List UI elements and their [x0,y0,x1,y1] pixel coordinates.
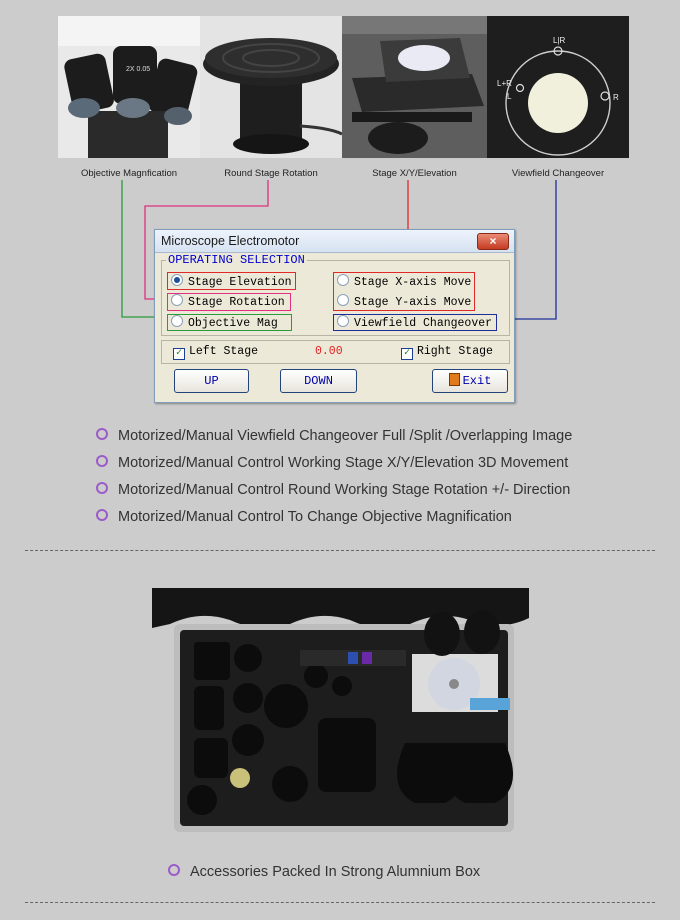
bullet-circle-icon [96,455,108,467]
option-label: Stage Y-axis Move [354,296,472,309]
option-label: Viewfield Changeover [354,317,493,330]
microscope-electromotor-dialog [154,229,515,403]
option-viewfield-changeover[interactable] [337,315,492,331]
viewfield-label-left: L [507,92,512,101]
bullet-circle-icon [96,428,108,440]
viewfield-label-left-top: L+R [497,79,512,88]
checkbox-icon: ✓ [173,348,185,360]
close-button[interactable]: × [477,233,509,250]
feature-text: Motorized/Manual Control Working Stage X/Y/Elevation 3D Movement [118,455,569,471]
case-caption: Accessories Packed In Strong Alumnium Box [190,864,481,880]
case-caption-item [168,864,480,880]
caption-objective-magnification: Objective Magnfication [80,168,178,179]
feature-item [96,482,570,498]
right-stage-checkbox[interactable] [401,345,493,360]
bullet-circle-icon [168,864,180,876]
dialog-title-bar[interactable] [155,230,514,253]
exit-door-icon [449,373,460,386]
feature-item [96,509,512,525]
option-label: Objective Mag [188,317,278,330]
option-objective-mag[interactable] [171,315,278,331]
radio-icon [337,315,349,327]
option-label: Stage X-axis Move [354,276,472,289]
feature-text: Motorized/Manual Control Round Working Stage Rotation +/- Direction [118,482,571,498]
caption-round-stage-rotation: Round Stage Rotation [224,168,318,179]
feature-item [96,428,572,444]
exit-label: Exit [462,374,492,388]
divider [25,902,655,903]
viewfield-label-top: L|R [553,36,566,45]
svg-text:2X 0.05: 2X 0.05 [126,66,151,73]
option-stage-elevation[interactable] [171,274,292,290]
bullet-circle-icon [96,509,108,521]
option-stage-x-axis[interactable] [337,274,471,290]
operating-selection-label: OPERATING SELECTION [168,253,305,267]
position-value: 0.00 [315,345,343,358]
radio-icon [337,294,349,306]
option-stage-rotation[interactable] [171,294,285,310]
caption-stage-xy-elevation: Stage X/Y/Elevation [372,168,457,179]
left-stage-checkbox[interactable] [173,345,258,360]
down-button[interactable]: DOWN [280,369,357,393]
radio-icon [171,294,183,306]
radio-icon [171,315,183,327]
viewfield-label-right: R [613,93,619,102]
left-stage-label: Left Stage [189,345,259,358]
feature-item [96,455,568,471]
option-label: Stage Rotation [188,296,285,309]
option-stage-y-axis[interactable] [337,294,471,310]
feature-text: Motorized/Manual Viewfield Changeover Full /Split /Overlapping Image [118,428,573,444]
radio-icon [337,274,349,286]
divider [25,550,655,551]
checkbox-icon: ✓ [401,348,413,360]
right-stage-label: Right Stage [417,345,493,358]
up-button[interactable]: UP [174,369,249,393]
caption-viewfield-changeover: Viewfield Changeover [511,168,605,179]
radio-icon [171,274,183,286]
photo-accessory-case [150,588,531,838]
exit-button[interactable] [432,369,508,393]
dialog-title: Microscope Electromotor [161,234,300,248]
feature-text: Motorized/Manual Control To Change Objective Magnification [118,509,512,525]
bullet-circle-icon [96,482,108,494]
option-label: Stage Elevation [188,276,292,289]
